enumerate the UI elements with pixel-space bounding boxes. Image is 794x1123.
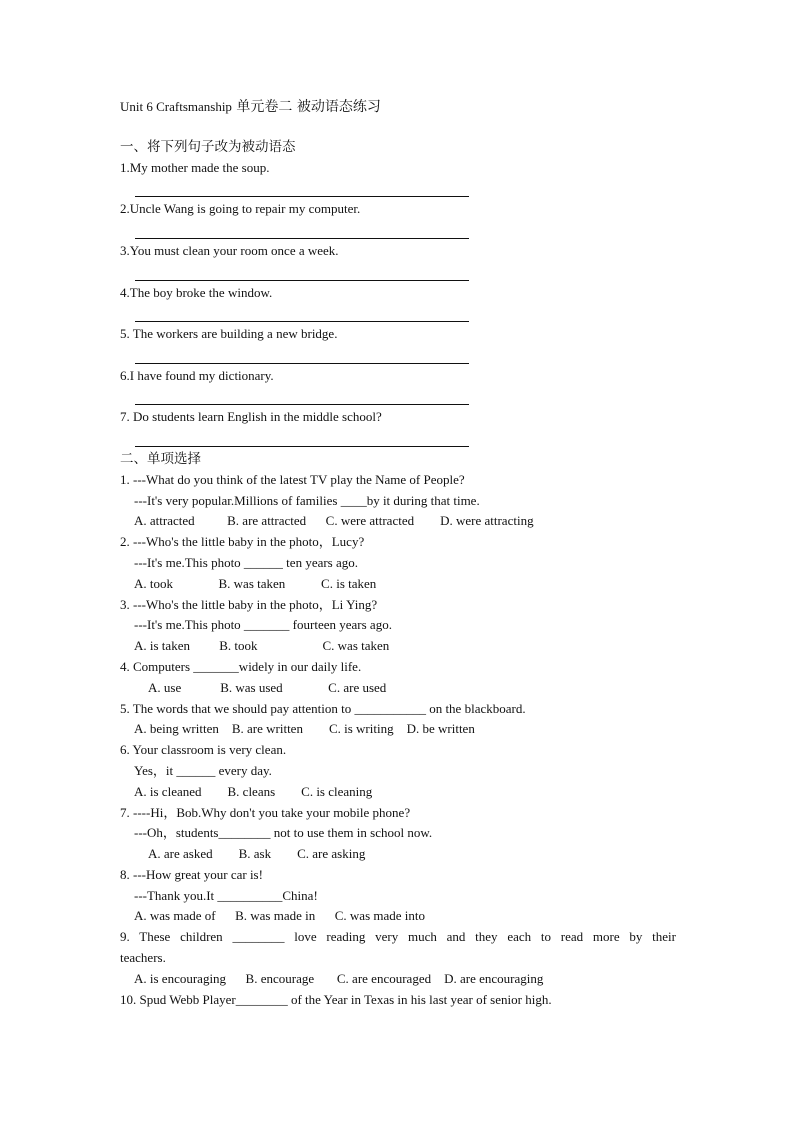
q4-options: A. use B. was used C. are used — [148, 679, 387, 695]
q7-stem: 7. ----Hi，Bob.Why don't you take your mobile phone? — [120, 804, 411, 820]
q9-options: A. is encouraging B. encourage C. are encouraged D. are encouraging — [134, 970, 544, 986]
q4-stem: 4. Computers _______widely in our daily life. — [120, 658, 362, 674]
q1-line2: ---It's very popular.Millions of families ____by it during that time. — [134, 492, 480, 508]
s1-item-6: 6.I have found my dictionary. — [120, 367, 274, 383]
q8-stem: 8. ---How great your car is! — [120, 866, 263, 882]
q5-stem: 5. The words that we should pay attention to ___________ on the blackboard. — [120, 700, 526, 716]
q6-line2: Yes，it ______ every day. — [134, 762, 272, 778]
s1-answer-line-6[interactable] — [120, 387, 676, 408]
q6-stem: 6. Your classroom is very clean. — [120, 742, 287, 758]
title-unit: Unit 6 Craftsmanship — [120, 99, 232, 114]
q3-options: A. is taken B. took C. was taken — [134, 638, 390, 654]
q6-options: A. is cleaned B. cleans C. is cleaning — [134, 783, 373, 799]
q2-options: A. took B. was taken C. is taken — [134, 575, 377, 591]
worksheet-content — [120, 97, 676, 1010]
q1-stem: 1. ---What do you think of the latest TV play the Name of People? — [120, 471, 465, 487]
s1-item-1: 1.My mother made the soup. — [120, 159, 270, 175]
s1-answer-line-3[interactable] — [120, 262, 676, 283]
q7-options: A. are asked B. ask C. are asking — [148, 846, 366, 862]
s1-item-2: 2.Uncle Wang is going to repair my computer. — [120, 201, 361, 217]
s1-answer-line-7[interactable] — [120, 428, 676, 449]
q5-options: A. being written B. are written C. is writing D. be written — [134, 721, 475, 737]
s1-item-7: 7. Do students learn English in the middle school? — [120, 409, 382, 425]
q1-options: A. attracted B. are attracted C. were attracted D. were attracting — [134, 513, 534, 529]
q8-line2: ---Thank you.It __________China! — [134, 887, 318, 903]
s1-answer-line-2[interactable] — [120, 220, 676, 241]
s1-item-3: 3.You must clean your room once a week. — [120, 242, 339, 258]
title-cn: 单元卷二 被动语态练习 — [231, 99, 381, 115]
page-title — [120, 97, 676, 117]
s1-answer-line-1[interactable] — [120, 179, 676, 200]
q10-stem: 10. Spud Webb Player________ of the Year in Texas in his last year of senior high. — [120, 991, 552, 1007]
s1-answer-line-4[interactable] — [120, 303, 676, 324]
section1-heading: 一、将下列句子改为被动语态 — [120, 139, 296, 155]
section2-heading: 二、单项选择 — [120, 450, 201, 467]
q7-line2: ---Oh，students________ not to use them in school now. — [134, 825, 433, 841]
s1-answer-line-5[interactable] — [120, 345, 676, 366]
q2-stem: 2. ---Who's the little baby in the photo，Lucy? — [120, 534, 365, 550]
q3-stem: 3. ---Who's the little baby in the photo，Li Ying? — [120, 596, 378, 612]
q3-line2: ---It's me.This photo _______ fourteen years ago. — [134, 617, 392, 633]
q2-line2: ---It's me.This photo ______ ten years ago. — [134, 554, 359, 570]
q9-stem: 9. These children ________ love reading very much and they each to read more by their — [120, 929, 676, 945]
s1-item-5: 5. The workers are building a new bridge. — [120, 326, 338, 342]
q9-line2: teachers. — [120, 950, 166, 966]
s1-item-4: 4.The boy broke the window. — [120, 284, 273, 300]
q8-options: A. was made of B. was made in C. was made into — [134, 908, 426, 924]
